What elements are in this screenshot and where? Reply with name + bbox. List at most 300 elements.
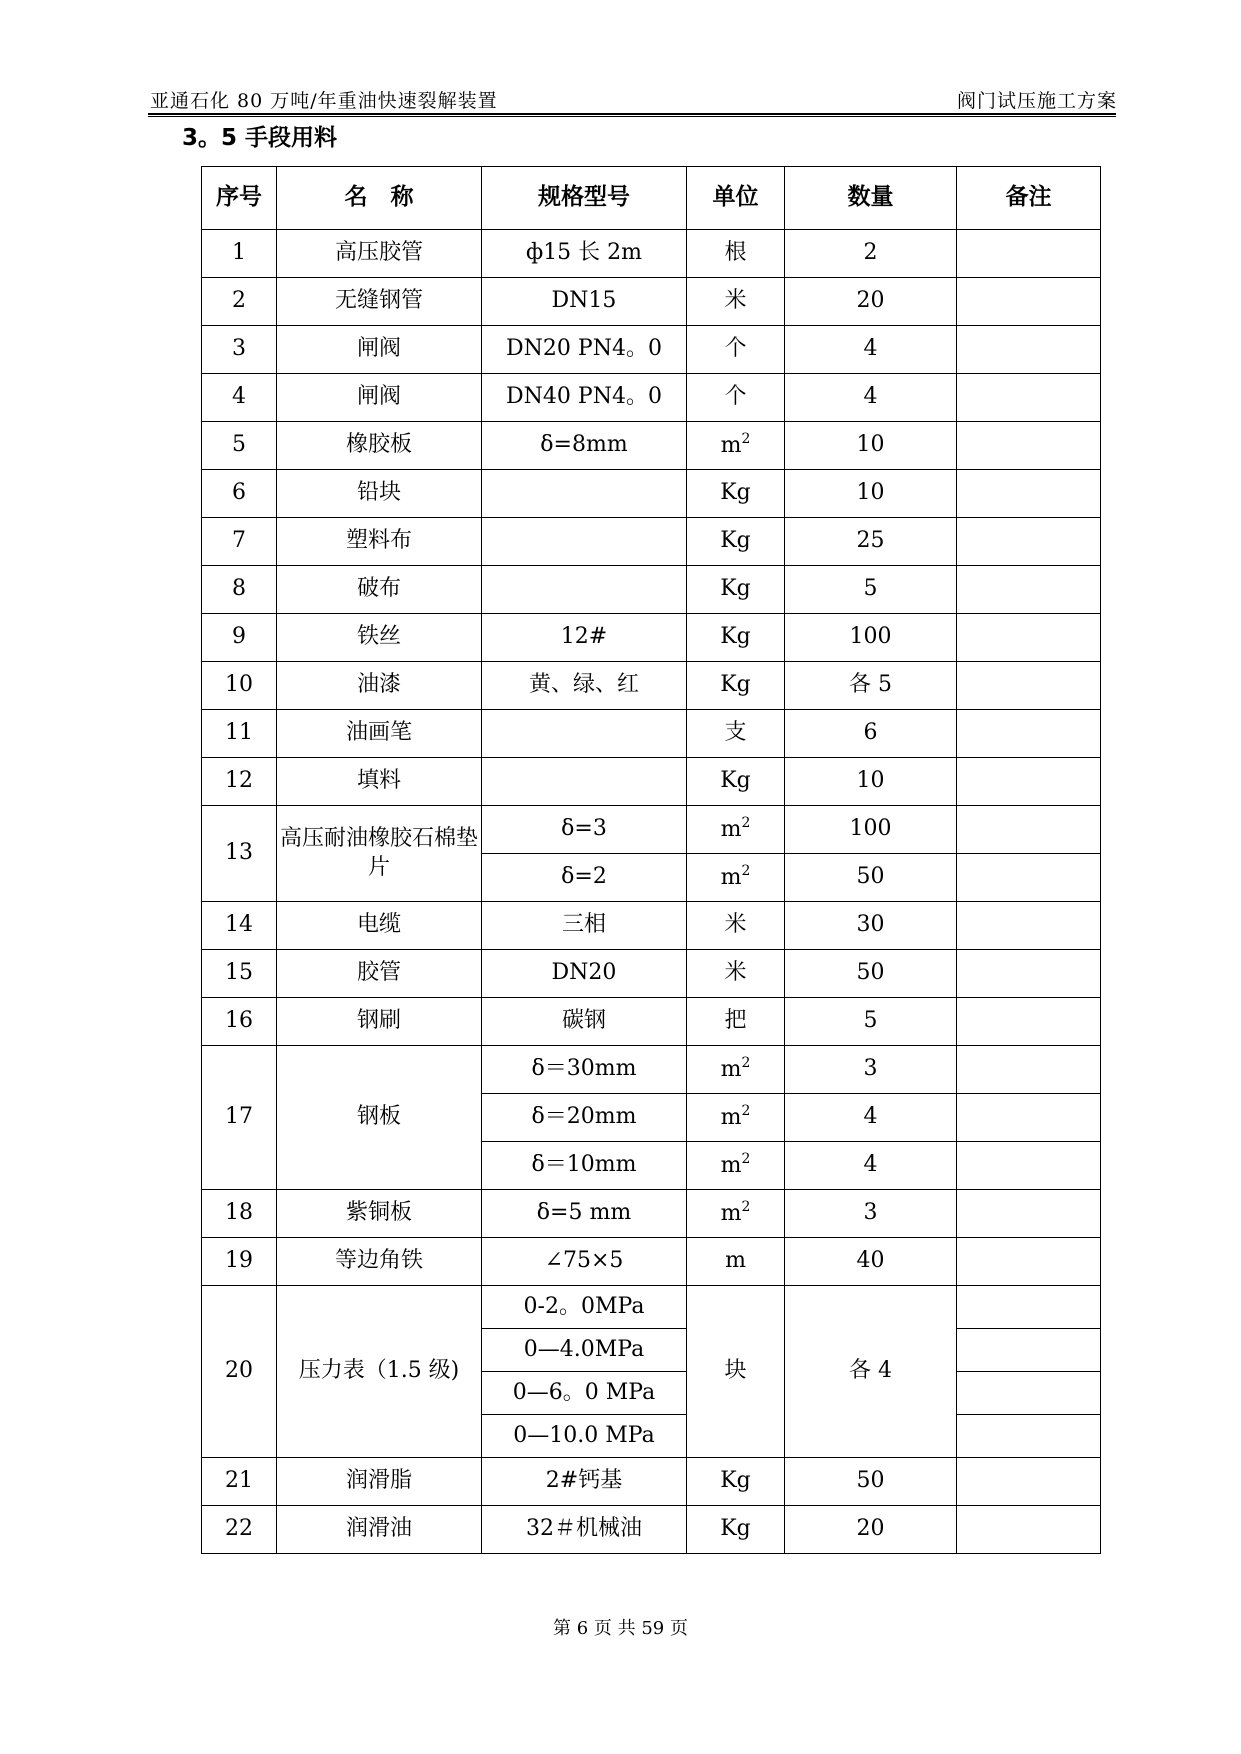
cell-unit — [687, 854, 785, 902]
cell-spec — [482, 998, 687, 1046]
table-row — [202, 806, 1101, 854]
cell-name-text: 压力表（1.5 级) — [298, 1358, 460, 1384]
cell-qty — [785, 662, 957, 710]
cell-unit-text: Kg — [720, 528, 751, 554]
cell-no — [202, 1286, 277, 1458]
unit-superscript: 2 — [741, 431, 751, 448]
column-header-qty: 数量 — [785, 167, 957, 230]
cell-qty — [785, 470, 957, 518]
cell-spec-text: 0—4.0MPa — [523, 1336, 645, 1362]
cell-name-text: 钢板 — [356, 1104, 401, 1130]
cell-no-text: 10 — [225, 672, 253, 698]
cell-qty — [785, 374, 957, 422]
cell-note — [957, 1142, 1101, 1190]
cell-qty-text: 40 — [856, 1248, 885, 1274]
cell-name — [277, 902, 482, 950]
cell-spec — [482, 230, 687, 278]
cell-name-text: 紫铜板 — [345, 1200, 412, 1226]
cell-qty-text: 3 — [863, 1200, 878, 1226]
cell-spec-text: DN20 PN4。0 — [506, 336, 662, 362]
cell-name-text: 油漆 — [356, 672, 401, 698]
table-row — [202, 902, 1101, 950]
cell-name-text: 橡胶板 — [345, 432, 412, 458]
cell-spec-text: 32＃机械油 — [526, 1516, 642, 1542]
cell-unit-text: 支 — [724, 720, 747, 746]
cell-spec — [482, 1329, 687, 1372]
cell-spec — [482, 374, 687, 422]
cell-unit-text: Kg — [720, 480, 751, 506]
unit-superscript: 2 — [741, 815, 751, 832]
cell-no — [202, 230, 277, 278]
cell-no — [202, 806, 277, 902]
cell-no-text: 19 — [225, 1248, 253, 1274]
cell-note — [957, 230, 1101, 278]
cell-unit-text: Kg — [720, 1468, 751, 1494]
cell-unit — [687, 1046, 785, 1094]
cell-spec-text: 三相 — [561, 912, 606, 938]
cell-qty-text: 10 — [856, 480, 885, 506]
cell-note — [957, 902, 1101, 950]
unit-superscript: 2 — [741, 1055, 751, 1072]
page-footer: 第 6 页 共 59 页 — [553, 1618, 688, 1639]
cell-note — [957, 1458, 1101, 1506]
cell-spec-text: 碳钢 — [561, 1008, 606, 1034]
cell-name-text: 钢刷 — [356, 1008, 401, 1034]
cell-qty — [785, 326, 957, 374]
cell-name-text: 闸阀 — [356, 336, 401, 362]
cell-no-text: 22 — [225, 1516, 253, 1542]
cell-unit-text: m — [725, 1248, 746, 1274]
cell-qty — [785, 566, 957, 614]
cell-unit-text: Kg — [720, 672, 751, 698]
cell-no-text: 15 — [225, 960, 253, 986]
cell-note — [957, 470, 1101, 518]
cell-spec-text: δ=5 mm — [536, 1200, 632, 1226]
cell-unit-text: 米 — [724, 912, 747, 938]
cell-name-text: 润滑油 — [345, 1516, 412, 1542]
cell-no-text: 2 — [232, 288, 246, 314]
cell-name — [277, 278, 482, 326]
cell-note — [957, 374, 1101, 422]
cell-no — [202, 950, 277, 998]
cell-name — [277, 1286, 482, 1458]
cell-spec — [482, 422, 687, 470]
cell-name — [277, 1190, 482, 1238]
cell-no — [202, 518, 277, 566]
cell-name — [277, 1238, 482, 1286]
cell-note — [957, 806, 1101, 854]
column-header-name: 名 称 — [277, 167, 482, 230]
cell-qty-text: 100 — [849, 624, 892, 650]
column-header-spec: 规格型号 — [482, 167, 687, 230]
cell-qty-text: 30 — [856, 912, 885, 938]
table-row — [202, 518, 1101, 566]
table-row — [202, 470, 1101, 518]
cell-unit — [687, 1458, 785, 1506]
cell-spec-text: 黄、绿、红 — [528, 672, 639, 698]
cell-no-text: 5 — [232, 432, 246, 458]
table-row — [202, 230, 1101, 278]
unit-superscript: 2 — [741, 1199, 751, 1216]
cell-no — [202, 1046, 277, 1190]
cell-no-text: 18 — [225, 1200, 253, 1226]
cell-no-text: 17 — [225, 1104, 253, 1130]
cell-qty-text: 4 — [863, 336, 878, 362]
table-row — [202, 374, 1101, 422]
cell-spec-text: DN40 PN4。0 — [506, 384, 662, 410]
cell-name-text: 破布 — [356, 576, 401, 602]
cell-name — [277, 662, 482, 710]
cell-unit-text: m — [720, 433, 742, 459]
cell-name — [277, 470, 482, 518]
cell-spec — [482, 1238, 687, 1286]
cell-qty-text: 10 — [856, 432, 885, 458]
cell-note — [957, 422, 1101, 470]
cell-qty — [785, 998, 957, 1046]
cell-qty — [785, 614, 957, 662]
cell-spec — [482, 566, 687, 614]
table-row — [202, 422, 1101, 470]
cell-note — [957, 278, 1101, 326]
cell-note — [957, 1372, 1101, 1415]
cell-spec — [482, 758, 687, 806]
materials-table — [201, 166, 1101, 1554]
cell-no — [202, 374, 277, 422]
cell-unit — [687, 470, 785, 518]
column-header-no: 序号 — [202, 167, 277, 230]
cell-qty — [785, 1286, 957, 1458]
cell-no-text: 9 — [232, 624, 246, 650]
cell-no — [202, 470, 277, 518]
table-row — [202, 566, 1101, 614]
cell-no-text: 20 — [225, 1358, 253, 1384]
cell-no — [202, 902, 277, 950]
cell-note — [957, 1046, 1101, 1094]
cell-name-text: 高压耐油橡胶石棉垫片 — [279, 825, 478, 880]
cell-unit-text: Kg — [720, 1516, 751, 1542]
cell-qty — [785, 1458, 957, 1506]
cell-name — [277, 758, 482, 806]
cell-unit — [687, 662, 785, 710]
table-row — [202, 662, 1101, 710]
table-row — [202, 950, 1101, 998]
cell-qty — [785, 806, 957, 854]
cell-note — [957, 1286, 1101, 1329]
cell-spec — [482, 854, 687, 902]
cell-spec — [482, 1286, 687, 1329]
cell-name — [277, 422, 482, 470]
cell-name — [277, 998, 482, 1046]
cell-name — [277, 950, 482, 998]
cell-unit — [687, 614, 785, 662]
cell-no — [202, 614, 277, 662]
cell-spec — [482, 662, 687, 710]
cell-name-text: 塑料布 — [345, 528, 412, 554]
cell-note — [957, 710, 1101, 758]
cell-unit-text: 米 — [724, 960, 747, 986]
cell-name-text: 润滑脂 — [345, 1468, 412, 1494]
cell-qty — [785, 230, 957, 278]
cell-note — [957, 1415, 1101, 1458]
header-left: 亚通石化 80 万吨/年重油快速裂解装置 — [150, 90, 498, 112]
cell-spec-text: δ=3 — [561, 816, 607, 842]
cell-spec — [482, 614, 687, 662]
cell-unit-text: m — [720, 865, 742, 891]
cell-spec — [482, 950, 687, 998]
cell-spec-text: 12# — [560, 624, 608, 650]
cell-unit-text: m — [720, 817, 742, 843]
cell-no-text: 14 — [225, 912, 253, 938]
cell-qty — [785, 278, 957, 326]
cell-qty-text: 50 — [856, 1468, 885, 1494]
cell-qty-text: 2 — [863, 240, 878, 266]
cell-unit-text: m — [720, 1105, 742, 1131]
column-header-unit: 单位 — [687, 167, 785, 230]
cell-spec-text: DN20 — [551, 960, 617, 986]
table-row — [202, 1046, 1101, 1094]
cell-unit — [687, 902, 785, 950]
cell-name — [277, 566, 482, 614]
cell-unit — [687, 1190, 785, 1238]
cell-no-text: 1 — [232, 240, 246, 266]
cell-spec — [482, 1372, 687, 1415]
table-row — [202, 758, 1101, 806]
cell-spec — [482, 470, 687, 518]
cell-name — [277, 1046, 482, 1190]
cell-qty — [785, 758, 957, 806]
cell-note — [957, 326, 1101, 374]
table-row — [202, 326, 1101, 374]
table-row — [202, 278, 1101, 326]
cell-no — [202, 1458, 277, 1506]
cell-no-text: 21 — [225, 1468, 253, 1494]
cell-spec — [482, 1142, 687, 1190]
cell-name — [277, 806, 482, 902]
cell-spec-text: 0-2。0MPa — [523, 1293, 645, 1319]
cell-unit — [687, 230, 785, 278]
cell-qty-text: 50 — [856, 960, 885, 986]
unit-superscript: 2 — [741, 863, 751, 880]
unit-superscript: 2 — [741, 1151, 751, 1168]
cell-spec-text: δ＝20mm — [531, 1104, 637, 1130]
cell-unit — [687, 1286, 785, 1458]
cell-name-text: 胶管 — [356, 960, 401, 986]
cell-unit-text: 块 — [724, 1358, 747, 1384]
cell-spec-text: 0—6。0 MPa — [512, 1379, 656, 1405]
cell-qty — [785, 1506, 957, 1554]
cell-no — [202, 278, 277, 326]
table-row — [202, 998, 1101, 1046]
cell-no — [202, 566, 277, 614]
cell-qty — [785, 422, 957, 470]
cell-no-text: 13 — [225, 840, 253, 866]
cell-qty-text: 4 — [863, 1152, 878, 1178]
cell-name — [277, 1458, 482, 1506]
cell-qty-text: 100 — [849, 816, 892, 842]
cell-note — [957, 614, 1101, 662]
cell-qty-text: 50 — [856, 864, 885, 890]
cell-unit — [687, 710, 785, 758]
cell-no — [202, 1506, 277, 1554]
cell-name-text: 电缆 — [356, 912, 401, 938]
cell-unit — [687, 998, 785, 1046]
cell-qty-text: 各 5 — [849, 672, 892, 698]
cell-name-text: 高压胶管 — [334, 240, 423, 266]
table-header-row — [202, 167, 1101, 230]
cell-qty-text: 20 — [856, 1516, 885, 1542]
cell-unit-text: Kg — [720, 624, 751, 650]
cell-spec — [482, 1190, 687, 1238]
cell-spec — [482, 278, 687, 326]
cell-unit — [687, 374, 785, 422]
cell-name — [277, 374, 482, 422]
cell-note — [957, 1238, 1101, 1286]
cell-note — [957, 1190, 1101, 1238]
cell-qty — [785, 950, 957, 998]
cell-no — [202, 1238, 277, 1286]
cell-spec — [482, 1506, 687, 1554]
cell-qty — [785, 518, 957, 566]
cell-spec — [482, 710, 687, 758]
cell-unit-text: 把 — [724, 1008, 747, 1034]
cell-spec-text: δ＝30mm — [531, 1056, 637, 1082]
cell-name-text: 铅块 — [356, 480, 401, 506]
cell-name-text: 填料 — [356, 768, 401, 794]
cell-no-text: 3 — [232, 336, 246, 362]
header-rule-thin — [148, 116, 1116, 117]
cell-qty — [785, 1142, 957, 1190]
cell-name — [277, 326, 482, 374]
cell-unit — [687, 806, 785, 854]
cell-unit-text: 个 — [724, 336, 747, 362]
cell-unit-text: m — [720, 1153, 742, 1179]
table-row — [202, 1286, 1101, 1329]
cell-no-text: 12 — [225, 768, 253, 794]
cell-no-text: 11 — [225, 720, 253, 746]
cell-no-text: 6 — [232, 480, 246, 506]
cell-note — [957, 758, 1101, 806]
cell-unit-text: 个 — [724, 384, 747, 410]
cell-unit — [687, 278, 785, 326]
cell-note — [957, 1506, 1101, 1554]
cell-qty-text: 5 — [863, 576, 878, 602]
cell-note — [957, 1094, 1101, 1142]
cell-spec — [482, 1458, 687, 1506]
cell-note — [957, 566, 1101, 614]
cell-spec — [482, 518, 687, 566]
cell-qty — [785, 710, 957, 758]
cell-no — [202, 422, 277, 470]
cell-unit-text: Kg — [720, 768, 751, 794]
cell-qty-text: 3 — [863, 1056, 878, 1082]
cell-qty — [785, 854, 957, 902]
cell-qty — [785, 1094, 957, 1142]
cell-qty-text: 各 4 — [849, 1358, 892, 1384]
cell-spec-text: δ＝10mm — [531, 1152, 637, 1178]
cell-spec — [482, 326, 687, 374]
cell-note — [957, 518, 1101, 566]
cell-unit — [687, 566, 785, 614]
cell-no — [202, 1190, 277, 1238]
cell-note — [957, 998, 1101, 1046]
cell-name-text: 等边角铁 — [334, 1248, 423, 1274]
cell-name-text: 闸阀 — [356, 384, 401, 410]
table-row — [202, 710, 1101, 758]
cell-no-text: 7 — [232, 528, 246, 554]
cell-no — [202, 758, 277, 806]
cell-qty — [785, 1190, 957, 1238]
cell-name — [277, 230, 482, 278]
cell-unit — [687, 422, 785, 470]
cell-qty-text: 6 — [863, 720, 878, 746]
cell-unit — [687, 1238, 785, 1286]
cell-no — [202, 998, 277, 1046]
cell-unit — [687, 1094, 785, 1142]
cell-unit — [687, 518, 785, 566]
cell-note — [957, 1329, 1101, 1372]
cell-unit — [687, 758, 785, 806]
cell-unit-text: 米 — [724, 288, 747, 314]
cell-no-text: 8 — [232, 576, 246, 602]
header-right: 阀门试压施工方案 — [956, 90, 1117, 112]
cell-spec — [482, 806, 687, 854]
cell-spec — [482, 1415, 687, 1458]
cell-no-text: 4 — [232, 384, 246, 410]
table-row — [202, 1506, 1101, 1554]
cell-spec-text: δ=8mm — [540, 432, 628, 458]
unit-superscript: 2 — [741, 1103, 751, 1120]
cell-name — [277, 710, 482, 758]
cell-name — [277, 614, 482, 662]
cell-name — [277, 518, 482, 566]
header-rule — [148, 113, 1116, 115]
table-row — [202, 614, 1101, 662]
cell-no-text: 16 — [225, 1008, 253, 1034]
cell-qty-text: 4 — [863, 384, 878, 410]
cell-note — [957, 950, 1101, 998]
cell-no — [202, 662, 277, 710]
cell-unit-text: m — [720, 1201, 742, 1227]
cell-name-text: 无缝钢管 — [334, 288, 423, 314]
cell-name — [277, 1506, 482, 1554]
cell-spec — [482, 902, 687, 950]
cell-unit-text: m — [720, 1057, 742, 1083]
cell-spec-text: 0—10.0 MPa — [513, 1422, 655, 1448]
cell-qty-text: 10 — [856, 768, 885, 794]
cell-spec-text: DN15 — [551, 288, 617, 314]
section-title: 3。5 手段用料 — [182, 125, 338, 151]
cell-spec-text: δ=2 — [561, 864, 607, 890]
cell-no — [202, 710, 277, 758]
cell-note — [957, 662, 1101, 710]
cell-spec-text: ∠75×5 — [544, 1248, 624, 1274]
cell-note — [957, 854, 1101, 902]
cell-qty — [785, 902, 957, 950]
cell-unit — [687, 326, 785, 374]
cell-name-text: 铁丝 — [356, 624, 401, 650]
table-row — [202, 1238, 1101, 1286]
table-row — [202, 1190, 1101, 1238]
cell-unit-text: 根 — [724, 240, 747, 266]
cell-qty-text: 5 — [863, 1008, 878, 1034]
cell-spec-text: 2#钙基 — [545, 1468, 623, 1494]
cell-unit — [687, 1142, 785, 1190]
cell-spec — [482, 1046, 687, 1094]
cell-unit-text: Kg — [720, 576, 751, 602]
cell-qty — [785, 1238, 957, 1286]
cell-qty-text: 25 — [856, 528, 885, 554]
cell-qty-text: 20 — [856, 288, 885, 314]
